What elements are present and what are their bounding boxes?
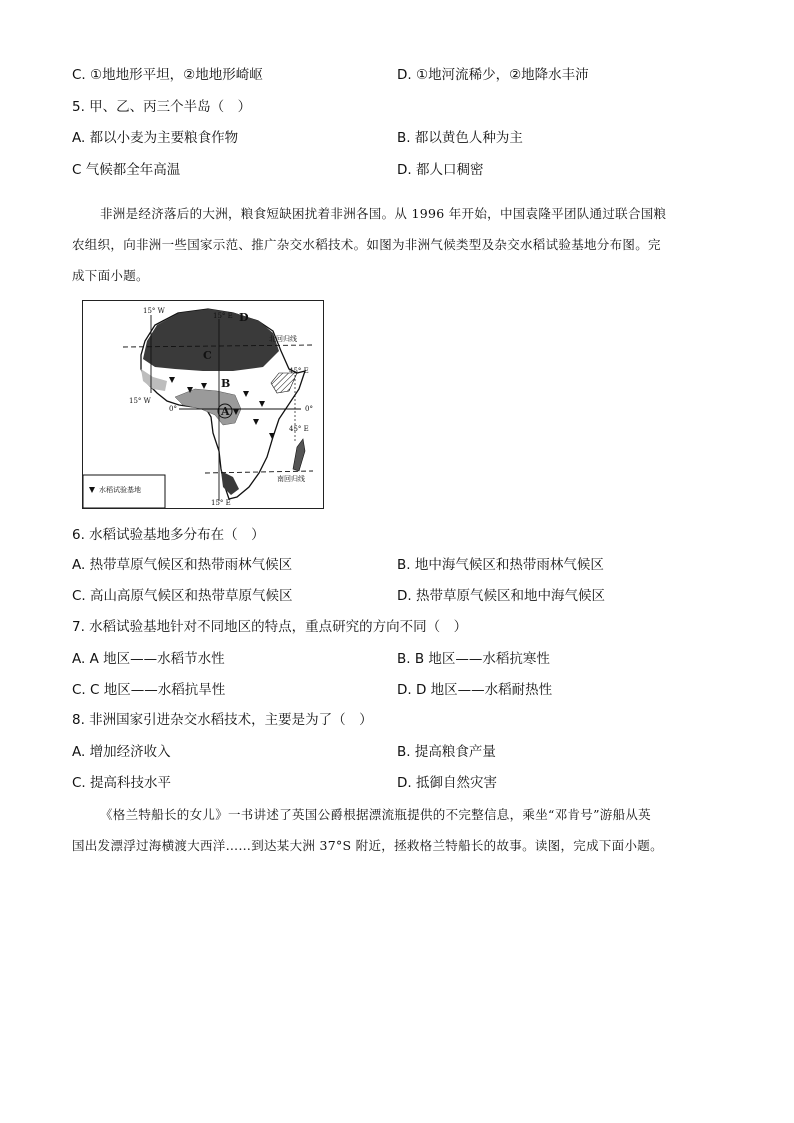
label-15w-left: 15° W [129,397,151,405]
q6-option-c: C. 高山高原气候区和热带草原气候区 [72,588,293,604]
q6-option-d: D. 热带草原气候区和地中海气候区 [397,588,605,604]
label-tropic-cancer: 北回归线 [269,335,297,343]
q6-option-a: A. 热带草原气候区和热带雨林气候区 [72,557,293,573]
q5-stem: 5. 甲、乙、丙三个半岛（ ） [72,99,252,115]
label-equator-right: 0° [305,405,313,413]
passage2-line-2: 国出发漂浮过海横渡大西洋……到达某大洲 37°S 附近，拯救格兰特船长的故事。读图，完成下面小题。 [72,838,663,853]
label-region-b: B [221,377,231,390]
q5-option-d: D. 都人口稠密 [397,162,484,178]
label-region-c: C [203,349,212,362]
label-45e-upper: 45° E [289,367,309,375]
label-45e-lower: 45° E [289,425,309,433]
q5-option-c: C 气候都全年高温 [72,162,181,178]
passage1-line-2: 农组织，向非洲一些国家示范、推广杂交水稻技术。如图为非洲气候类型及杂交水稻试验基地分布图。完 [72,237,661,252]
q6-stem: 6. 水稻试验基地多分布在（ ） [72,527,265,543]
q8-option-c: C. 提高科技水平 [72,775,172,791]
label-region-d: D [239,311,249,324]
passage1-line-3: 成下面小题。 [72,268,149,283]
label-15e-top: 15° E [213,312,233,320]
q8-option-a: A. 增加经济收入 [72,744,171,760]
q7-option-b: B. B 地区——水稻抗寒性 [397,651,550,667]
madagascar [293,439,305,471]
label-equator-left: 0° [169,405,177,413]
legend-label: 水稻试验基地 [99,486,141,494]
label-15w-top: 15° W [143,307,165,315]
label-tropic-capricorn: 南回归线 [277,475,305,483]
label-15e-bottom: 15° E [211,499,231,507]
africa-map-svg [83,301,323,508]
q5-option-a: A. 都以小麦为主要粮食作物 [72,130,239,146]
label-region-a: A [221,405,230,418]
q7-option-c: C. C 地区——水稻抗旱性 [72,682,226,698]
q6-option-b: B. 地中海气候区和热带雨林气候区 [397,557,604,573]
q7-option-a: A. A 地区——水稻节水性 [72,651,225,667]
q8-option-d: D. 抵御自然灾害 [397,775,497,791]
q4-option-c: C. ①地地形平坦，②地地形崎岖 [72,67,263,83]
q4-option-d: D. ①地河流稀少，②地降水丰沛 [397,67,589,83]
q8-stem: 8. 非洲国家引进杂交水稻技术，主要是为了（ ） [72,712,373,728]
q8-option-b: B. 提高粮食产量 [397,744,496,760]
q7-option-d: D. D 地区——水稻耐热性 [397,682,553,698]
q7-stem: 7. 水稻试验基地针对不同地区的特点，重点研究的方向不同（ ） [72,619,468,635]
passage1-line-1: 非洲是经济落后的大洲，粮食短缺困扰着非洲各国。从 1996 年开始，中国袁隆平团队通过联合国粮 [100,206,667,221]
africa-climate-map [82,300,324,509]
q5-option-b: B. 都以黄色人种为主 [397,130,523,146]
passage2-line-1: 《格兰特船长的女儿》一书讲述了英国公爵根据漂流瓶提供的不完整信息，乘坐“邓肯号”游船从英 [100,807,651,822]
